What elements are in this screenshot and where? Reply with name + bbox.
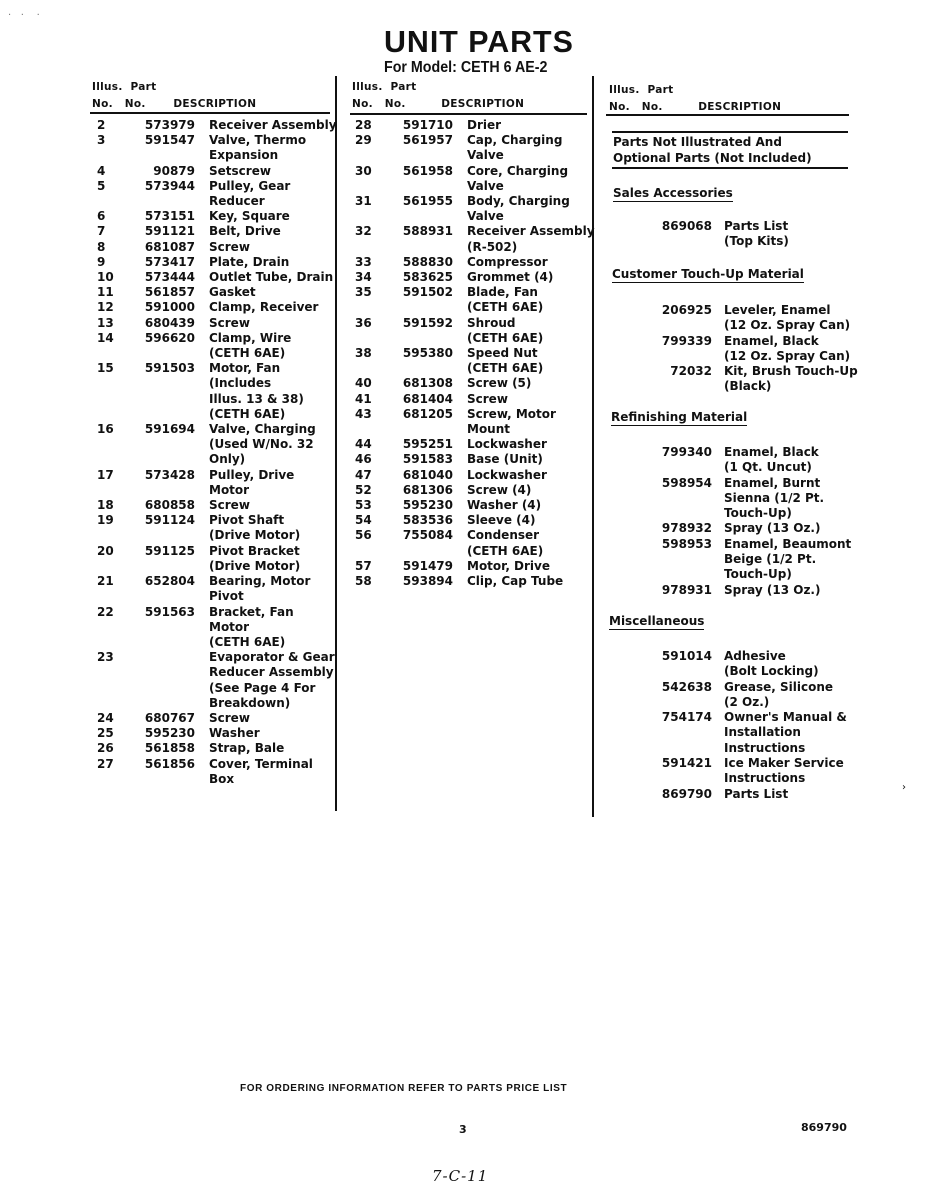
illus-number: 16 — [97, 422, 114, 437]
column2-parts-list — [355, 118, 595, 589]
illus-number: 9 — [97, 254, 106, 269]
parts-row — [355, 285, 595, 315]
part-number: 591124 — [144, 513, 195, 528]
illus-number: 4 — [97, 163, 106, 178]
part-number: 595380 — [402, 346, 453, 361]
parts-row — [660, 364, 860, 395]
part-description: Receiver Assembly (R-502) — [467, 224, 595, 254]
parts-row — [355, 392, 595, 407]
part-number: 652804 — [144, 574, 195, 589]
parts-row — [97, 179, 337, 209]
part-description: Enamel, Burnt Sienna (1/2 Pt. Touch-Up) — [724, 475, 825, 521]
part-description: Belt, Drive — [209, 224, 281, 239]
part-description: Base (Unit) — [467, 452, 543, 467]
part-number: 72032 — [670, 364, 712, 379]
illus-number: 2 — [97, 118, 106, 132]
illus-number: 43 — [355, 406, 372, 421]
parts-row — [660, 445, 860, 476]
part-number: 591421 — [661, 756, 712, 771]
part-description: Cover, Terminal Box — [209, 756, 313, 786]
parts-row — [355, 224, 595, 254]
part-number: 573944 — [144, 178, 195, 193]
parts-row — [97, 757, 337, 787]
part-description: Parts List — [724, 786, 789, 801]
illus-number: 29 — [355, 133, 372, 148]
parts-row — [355, 528, 595, 558]
parts-row — [660, 583, 860, 598]
part-number: 591121 — [144, 224, 195, 239]
illus-number: 31 — [355, 194, 372, 209]
part-number: 561857 — [144, 285, 195, 300]
illus-number: 30 — [355, 163, 372, 178]
illus-number: 15 — [97, 361, 114, 376]
part-description: Receiver Assembly — [209, 118, 337, 132]
part-description: Sleeve (4) — [467, 513, 536, 528]
section-title-sales-accessories: Sales Accessories — [613, 186, 733, 200]
column1-header-rule — [90, 112, 330, 114]
part-description: Lockwasher — [467, 437, 547, 452]
illus-number: 17 — [97, 467, 114, 482]
part-number: 591000 — [144, 300, 195, 315]
parts-row — [355, 255, 595, 270]
illus-number: 52 — [355, 482, 372, 497]
illus-number: 35 — [355, 285, 372, 300]
parts-not-illustrated-heading: Parts Not Illustrated And Optional Parts (Not Included) — [613, 135, 812, 165]
part-number: 591694 — [144, 422, 195, 437]
part-number: 869790 — [661, 786, 712, 801]
part-description: Screw — [467, 391, 508, 406]
part-number: 588931 — [402, 224, 453, 239]
parts-row — [97, 300, 337, 315]
parts-row — [355, 498, 595, 513]
parts-row — [355, 513, 595, 528]
part-description: Screw — [209, 315, 250, 330]
part-number: 595251 — [402, 437, 453, 452]
part-description: Strap, Bale — [209, 741, 285, 756]
parts-row — [660, 680, 860, 711]
parts-row — [97, 544, 337, 574]
parts-row — [660, 476, 860, 522]
part-description: Speed Nut (CETH 6AE) — [467, 346, 544, 376]
part-number: 542638 — [661, 679, 712, 694]
part-number: 593894 — [402, 574, 453, 589]
part-description: Leveler, Enamel (12 Oz. Spray Can) — [724, 303, 851, 333]
parts-row — [660, 219, 860, 250]
part-description: Ice Maker Service Instructions — [724, 756, 844, 786]
part-description: Screw, Motor Mount — [467, 406, 556, 437]
illus-number: 27 — [97, 756, 114, 771]
part-number: 561858 — [144, 741, 195, 756]
part-number: 681040 — [402, 467, 453, 482]
part-number: 681087 — [144, 239, 195, 254]
illus-number: 8 — [97, 239, 106, 254]
part-number: 591547 — [144, 133, 195, 148]
part-description: Pivot Bracket (Drive Motor) — [209, 543, 301, 573]
parts-row — [97, 361, 337, 422]
illus-number: 34 — [355, 270, 372, 285]
part-label: Part — [130, 81, 157, 93]
part-description: Screw (4) — [467, 482, 532, 497]
part-description: Enamel, Beaumont Beige (1/2 Pt. Touch-Up) — [724, 536, 852, 582]
illus-number: 47 — [355, 467, 372, 482]
illus-number: 3 — [97, 133, 106, 148]
illus-label: Illus. — [352, 81, 383, 93]
part-no-label: No. — [384, 98, 406, 110]
parts-row — [97, 711, 337, 726]
parts-row — [355, 559, 595, 574]
illus-no-label: No. — [352, 98, 373, 110]
illus-number: 13 — [97, 315, 114, 330]
part-description: Bracket, Fan Motor (CETH 6AE) — [209, 604, 294, 649]
parts-row — [97, 605, 337, 651]
part-number: 591502 — [402, 285, 453, 300]
part-description: Spray (13 Oz.) — [724, 582, 821, 597]
illus-number: 12 — [97, 300, 114, 315]
illus-number: 46 — [355, 452, 372, 467]
description-label: DESCRIPTION — [441, 98, 525, 110]
parts-row — [97, 331, 337, 361]
part-description: Motor, Drive — [467, 558, 551, 573]
part-number: 561955 — [402, 194, 453, 209]
part-number: 583536 — [402, 513, 453, 528]
section-title-customer-touch-up: Customer Touch-Up Material — [612, 267, 804, 281]
part-no-label: No. — [124, 98, 146, 110]
illus-number: 22 — [97, 604, 114, 619]
illus-number: 28 — [355, 118, 372, 132]
illus-number: 24 — [97, 710, 114, 725]
part-description: Enamel, Black (1 Qt. Uncut) — [724, 445, 819, 475]
parts-row — [97, 164, 337, 179]
parts-row — [97, 468, 337, 498]
illus-number: 25 — [97, 726, 114, 741]
parts-row — [660, 756, 860, 787]
part-number: 561958 — [402, 163, 453, 178]
parts-row — [355, 133, 595, 163]
part-number: 591583 — [402, 452, 453, 467]
part-description: Plate, Drain — [209, 254, 290, 269]
parts-row — [660, 303, 860, 334]
parts-row — [660, 537, 860, 583]
parts-row — [97, 422, 337, 468]
part-description: Cap, Charging Valve — [467, 133, 563, 163]
illus-number: 23 — [97, 650, 114, 665]
part-description: Drier — [467, 118, 502, 132]
part-number — [137, 650, 209, 711]
handwritten-note: 7-C-11 — [432, 1167, 489, 1185]
parts-row — [97, 574, 337, 604]
parts-row — [355, 483, 595, 498]
part-description: Clamp, Receiver — [209, 300, 319, 315]
parts-row — [660, 649, 860, 680]
miscellaneous-list — [660, 649, 860, 802]
parts-row — [97, 741, 337, 756]
part-description: Parts List (Top Kits) — [724, 219, 789, 249]
part-number: 591563 — [144, 604, 195, 619]
part-number: 755084 — [402, 528, 453, 543]
scan-speck: · · · — [8, 10, 40, 21]
part-description: Screw — [209, 710, 250, 725]
part-description: Evaporator & Gear Reducer Assembly (See Page 4 For Breakdown) — [209, 650, 335, 710]
part-description: Body, Charging Valve — [467, 194, 570, 224]
illus-no-label: No. — [609, 101, 630, 113]
part-description: Kit, Brush Touch-Up (Black) — [724, 364, 858, 394]
part-number: 681308 — [402, 376, 453, 391]
part-number: 591503 — [144, 361, 195, 376]
illus-number: 5 — [97, 178, 106, 193]
customer-touch-up-list — [660, 303, 860, 395]
parts-row — [97, 224, 337, 239]
part-description: Blade, Fan (CETH 6AE) — [467, 285, 544, 315]
part-number: 680767 — [144, 710, 195, 725]
part-description: Pivot Shaft (Drive Motor) — [209, 513, 301, 543]
part-number: 799339 — [661, 333, 712, 348]
illus-number: 58 — [355, 574, 372, 589]
part-description: Adhesive (Bolt Locking) — [724, 649, 819, 679]
part-number: 90879 — [153, 163, 195, 178]
illus-number: 44 — [355, 437, 372, 452]
part-description: Valve, Thermo Expansion — [209, 133, 307, 163]
part-description: Screw (5) — [467, 376, 532, 391]
illus-number: 33 — [355, 254, 372, 269]
column1-parts-list — [97, 118, 337, 787]
part-number: 869068 — [661, 219, 712, 233]
part-description: Clip, Cap Tube — [467, 574, 564, 589]
column1-header — [92, 80, 256, 111]
column3-header-rule — [606, 114, 849, 116]
parts-row — [355, 574, 595, 589]
part-number: 754174 — [661, 710, 712, 725]
part-number: 573417 — [144, 254, 195, 269]
part-description: Spray (13 Oz.) — [724, 521, 821, 536]
illus-number: 41 — [355, 391, 372, 406]
illus-number: 38 — [355, 346, 372, 361]
parts-row — [355, 316, 595, 346]
part-number: 588830 — [402, 254, 453, 269]
parts-row — [97, 209, 337, 224]
part-description: Pulley, Gear Reducer — [209, 178, 291, 209]
illus-label: Illus. — [92, 81, 123, 93]
illus-number: 11 — [97, 285, 114, 300]
illus-number: 10 — [97, 270, 114, 285]
part-description: Gasket — [209, 285, 256, 300]
illus-number: 32 — [355, 224, 372, 239]
part-number: 206925 — [661, 303, 712, 317]
part-number: 591479 — [402, 558, 453, 573]
parts-not-illustrated-top-rule — [612, 131, 848, 133]
part-description: Grease, Silicone (2 Oz.) — [724, 679, 834, 709]
illus-number: 19 — [97, 513, 114, 528]
part-number: 573428 — [144, 467, 195, 482]
part-number: 573979 — [144, 118, 195, 132]
part-description: Pulley, Drive Motor — [209, 467, 295, 497]
scan-speck: › — [902, 782, 906, 793]
illus-number: 56 — [355, 528, 372, 543]
illus-number: 6 — [97, 209, 106, 224]
part-description: Bearing, Motor Pivot — [209, 574, 311, 604]
part-number: 591710 — [402, 118, 453, 132]
illus-label: Illus. — [609, 84, 640, 96]
part-description: Clamp, Wire (CETH 6AE) — [209, 330, 292, 361]
part-number: 681306 — [402, 482, 453, 497]
part-description: Grommet (4) — [467, 270, 554, 285]
part-number: 591592 — [402, 315, 453, 330]
illus-number: 40 — [355, 376, 372, 391]
parts-row — [97, 650, 337, 711]
parts-row — [660, 521, 860, 536]
illus-no-label: No. — [92, 98, 113, 110]
parts-row — [97, 270, 337, 285]
illus-number: 7 — [97, 224, 106, 239]
page-number: 3 — [459, 1123, 467, 1136]
parts-row — [355, 452, 595, 467]
part-number: 598953 — [661, 536, 712, 551]
illus-number: 18 — [97, 498, 114, 513]
parts-row — [97, 133, 337, 163]
part-number: 573444 — [144, 270, 195, 285]
part-label: Part — [390, 81, 417, 93]
part-number: 583625 — [402, 270, 453, 285]
parts-row — [355, 376, 595, 391]
illus-number: 14 — [97, 330, 114, 345]
illus-number: 54 — [355, 513, 372, 528]
part-description: Shroud (CETH 6AE) — [467, 315, 544, 345]
part-number: 978932 — [661, 521, 712, 536]
column2-header-rule — [350, 113, 587, 115]
part-description: Washer (4) — [467, 498, 542, 513]
illus-number: 53 — [355, 498, 372, 513]
part-description: Screw — [209, 239, 250, 254]
part-description: Valve, Charging (Used W/No. 32 Only) — [209, 422, 316, 467]
parts-row — [355, 194, 595, 224]
part-description: Core, Charging Valve — [467, 163, 569, 193]
document-number: 869790 — [801, 1121, 847, 1134]
part-number: 591014 — [661, 649, 712, 663]
section-title-miscellaneous: Miscellaneous — [609, 614, 705, 628]
parts-row — [97, 118, 337, 133]
parts-row — [660, 334, 860, 365]
part-number: 799340 — [661, 445, 712, 459]
column2-header — [352, 80, 524, 111]
part-number: 561856 — [144, 756, 195, 771]
part-number: 680858 — [144, 498, 195, 513]
illus-number: 26 — [97, 741, 114, 756]
part-description: Enamel, Black (12 Oz. Spray Can) — [724, 333, 851, 363]
parts-row — [97, 285, 337, 300]
parts-row — [355, 468, 595, 483]
parts-row — [355, 118, 595, 133]
column3-header — [609, 83, 781, 114]
illus-number: 20 — [97, 543, 114, 558]
parts-row — [355, 270, 595, 285]
illus-number: 36 — [355, 315, 372, 330]
parts-row — [355, 407, 595, 437]
part-number: 596620 — [144, 330, 195, 345]
part-description: Owner's Manual & Installation Instructions — [724, 710, 847, 755]
refinishing-list — [660, 445, 860, 598]
parts-row — [355, 346, 595, 376]
parts-not-illustrated-bottom-rule — [612, 167, 848, 169]
parts-row — [355, 437, 595, 452]
part-number: 681205 — [402, 406, 453, 421]
sales-accessories-list — [660, 219, 860, 250]
parts-row — [97, 255, 337, 270]
part-label: Part — [647, 84, 674, 96]
part-description: Motor, Fan (Includes Illus. 13 & 38) (CETH 6AE) — [209, 361, 304, 421]
part-number: 595230 — [402, 498, 453, 513]
parts-row — [660, 710, 860, 756]
description-label: DESCRIPTION — [173, 98, 257, 110]
parts-row — [97, 498, 337, 513]
illus-number: 57 — [355, 558, 372, 573]
parts-row — [97, 240, 337, 255]
part-number: 573151 — [144, 209, 195, 224]
description-label: DESCRIPTION — [698, 101, 782, 113]
parts-row — [97, 726, 337, 741]
part-number: 598954 — [661, 475, 712, 490]
part-description: Screw — [209, 498, 250, 513]
part-description: Outlet Tube, Drain — [209, 270, 334, 285]
part-number: 561957 — [402, 133, 453, 148]
part-number: 681404 — [402, 391, 453, 406]
part-description: Compressor — [467, 254, 548, 269]
parts-row — [97, 513, 337, 543]
illus-number: 21 — [97, 574, 114, 589]
parts-row — [97, 316, 337, 331]
part-number: 591125 — [144, 543, 195, 558]
part-description: Lockwasher — [467, 467, 547, 482]
page-title: UNIT PARTS — [384, 24, 574, 59]
part-description: Washer — [209, 726, 260, 741]
part-no-label: No. — [641, 101, 663, 113]
part-number: 978931 — [661, 582, 712, 597]
part-number: 680439 — [144, 315, 195, 330]
ordering-note: FOR ORDERING INFORMATION REFER TO PARTS PRICE LIST — [240, 1083, 568, 1094]
part-description: Condenser (CETH 6AE) — [467, 528, 544, 558]
parts-row — [660, 787, 860, 802]
section-title-refinishing: Refinishing Material — [611, 410, 748, 424]
part-description: Key, Square — [209, 209, 290, 224]
parts-row — [355, 164, 595, 194]
part-number: 595230 — [144, 726, 195, 741]
model-subtitle: For Model: CETH 6 AE-2 — [384, 59, 548, 76]
part-description: Setscrew — [209, 163, 271, 178]
